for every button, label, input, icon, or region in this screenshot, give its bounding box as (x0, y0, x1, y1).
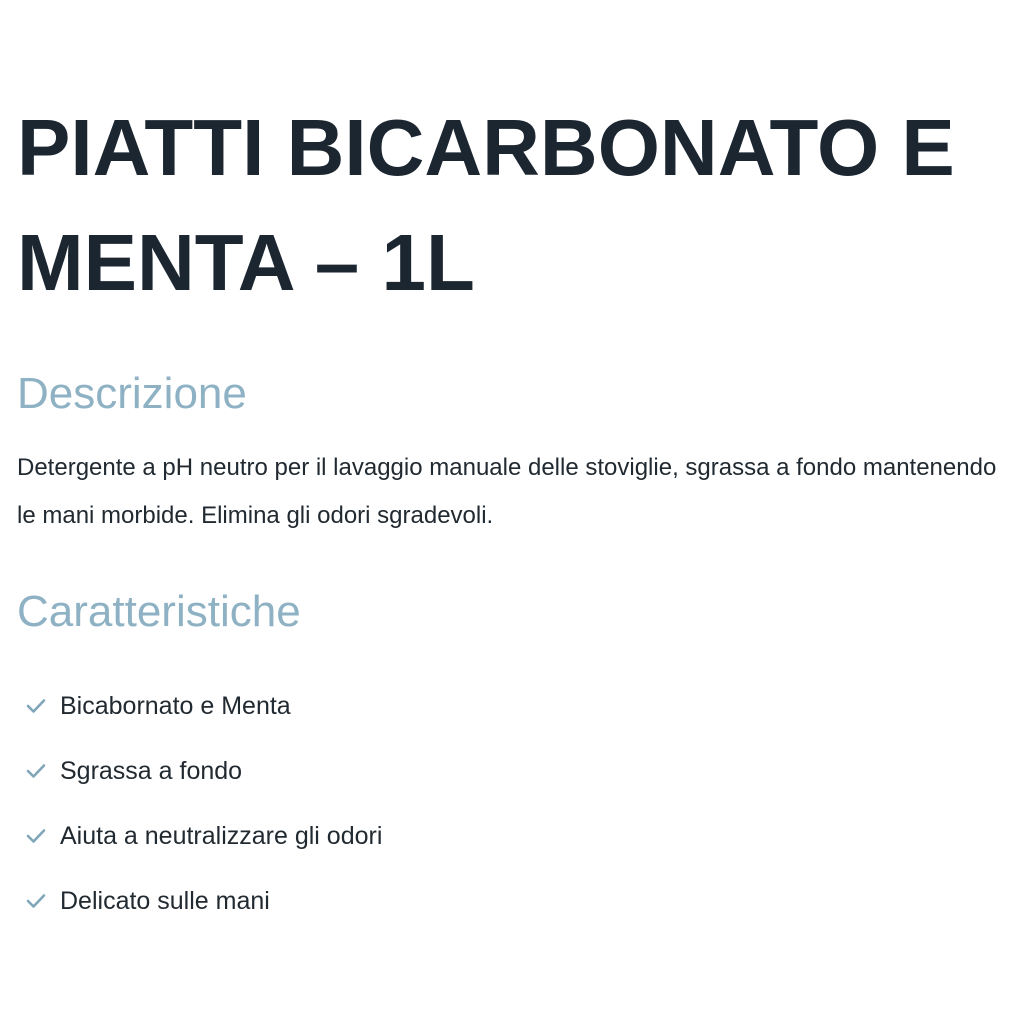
list-item (17, 811, 382, 861)
features-list (17, 681, 382, 941)
description-text: Detergente a pH neutro per il lavaggio manuale delle stoviglie, sgrassa a fondo mantenendo le mani morbide. Elimina gli odori sgradevoli. (17, 454, 997, 529)
feature-label: Aiuta a neutralizzare gli odori (60, 822, 383, 850)
feature-label: Delicato sulle mani (60, 887, 270, 915)
list-item (17, 681, 382, 731)
product-title-line2: MENTA – 1L (17, 218, 475, 307)
features-heading: Caratteristiche (17, 587, 301, 636)
feature-label: Sgrassa a fondo (60, 757, 243, 785)
check-icon (21, 886, 51, 916)
check-icon (21, 821, 51, 851)
check-icon (21, 756, 51, 786)
product-title (17, 90, 1017, 320)
check-icon (21, 691, 51, 721)
description-heading: Descrizione (17, 369, 247, 418)
feature-label: Bicabornato e Menta (60, 692, 291, 720)
product-title-line1: PIATTI BICARBONATO E (17, 103, 955, 192)
list-item (17, 876, 382, 926)
list-item (17, 746, 382, 796)
